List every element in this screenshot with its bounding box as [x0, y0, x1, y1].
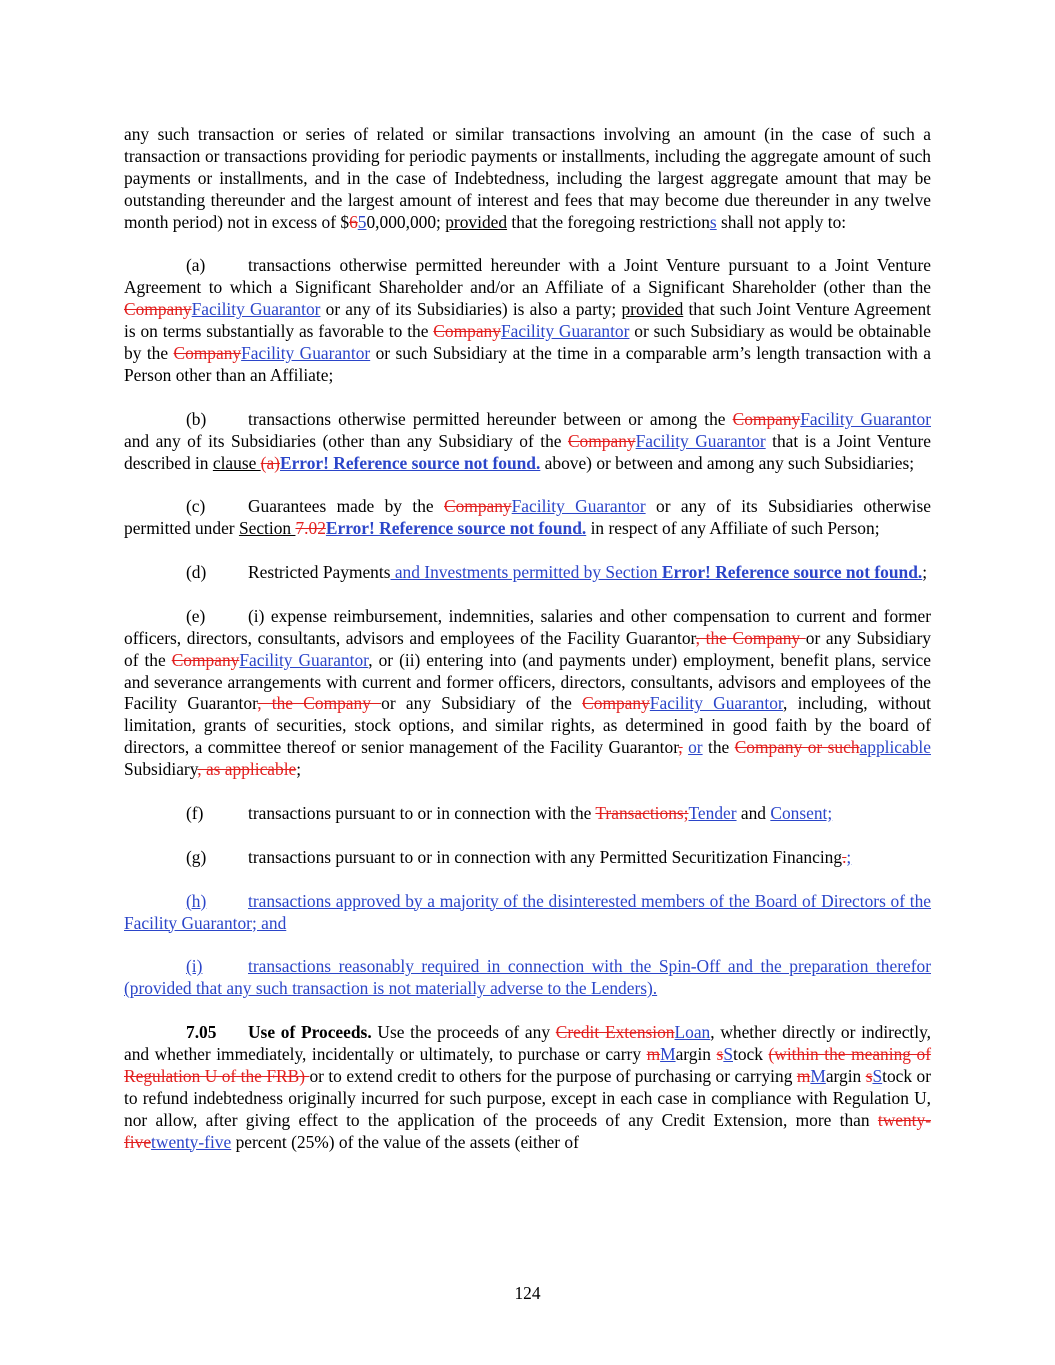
text: or to extend credit to others for the purpose of purchasing or carrying — [309, 1065, 797, 1086]
text: , including, without limitation, grants of securities, stock options, and similar rights, as determined in good faith by the board of directors, a committee thereof or senior management of the Facility Guarantor — [124, 693, 932, 758]
inserted-text: Facility Guarantor — [239, 649, 369, 670]
inserted-text: 5 — [357, 211, 367, 232]
text: ; — [922, 562, 928, 583]
deleted-text: , as applicable — [197, 759, 297, 780]
clause-label: (c) — [186, 496, 206, 517]
inserted-text: or — [688, 737, 703, 758]
clause-f — [124, 803, 931, 825]
clause-label: (e) — [186, 605, 206, 626]
deleted-text: (a) — [260, 452, 280, 473]
cross-reference-link[interactable]: Section — [238, 518, 296, 539]
deleted-text: Company — [444, 496, 512, 517]
clause-label: (i) — [186, 956, 203, 977]
deleted-text: Company — [433, 321, 501, 342]
deleted-text: twenty-five — [124, 1109, 931, 1152]
clause-i — [124, 956, 931, 1000]
inserted-text: transactions reasonably required in connection with the Spin-Off and the preparation therefor (provided that any such transaction is not materially adverse to the Lenders). — [124, 956, 931, 999]
document-body — [124, 124, 931, 1175]
inserted-text: Facility Guarantor — [191, 299, 321, 320]
text: ; — [296, 759, 302, 780]
deleted-text: (within the meaning of Regulation U of the FRB) — [124, 1043, 931, 1086]
text: Use the proceeds of any — [371, 1022, 556, 1042]
text: Restricted Payments — [248, 562, 391, 583]
deleted-text: Company — [171, 649, 240, 670]
underlined-term: provided — [445, 211, 508, 232]
clause-label: (h) — [186, 890, 207, 911]
deleted-text: Company — [567, 430, 636, 451]
deleted-text: . — [842, 846, 847, 867]
inserted-text: S — [872, 1065, 883, 1086]
text: or any Subsidiary of the — [381, 693, 583, 714]
inserted-text: S — [723, 1043, 733, 1064]
clause-c — [124, 496, 931, 540]
reference-error-link[interactable]: Error! Reference source not found. — [279, 452, 541, 473]
clause-h — [124, 891, 931, 935]
deleted-text: Company — [732, 408, 801, 429]
clause-label: (b) — [186, 408, 207, 429]
text: , or (ii) entering into (and payments under) employment, benefit plans, service and severance arrangements with current and former officers, directors, consultants, advisors and employees of the Facility Guarantor — [124, 649, 931, 714]
text: or any of its Subsidiaries otherwise permitted under — [124, 496, 931, 539]
inserted-text: ; — [846, 846, 852, 867]
inserted-text: twenty-five — [151, 1131, 232, 1152]
inserted-text: Loan — [674, 1022, 711, 1042]
clause-label: (a) — [186, 255, 206, 276]
deleted-text: Company — [173, 343, 242, 364]
text: (i) expense reimbursement, indemnities, salaries and other compensation to current and former officers, directors, consultants, advisors and employees of the Facility Guarantor — [124, 605, 931, 648]
inserted-text: M — [810, 1065, 826, 1086]
text: 0,000,000; — [366, 211, 446, 232]
clause-d — [124, 562, 931, 584]
text: transactions otherwise permitted hereunder between or among the — [248, 408, 733, 429]
text: Subsidiary — [124, 759, 198, 780]
text: or such Subsidiary as would be obtainable by the — [124, 321, 931, 364]
text: argin — [825, 1065, 866, 1086]
section-heading: Use of Proceeds. — [248, 1022, 372, 1042]
clause-a — [124, 255, 931, 386]
text: and any of its Subsidiaries (other than any Subsidiary of the — [124, 430, 568, 451]
text: or any of its Subsidiaries) is also a party; — [320, 299, 622, 320]
text: above) or between and among any such Subsidiaries; — [540, 452, 915, 473]
inserted-text: applicable — [859, 737, 931, 758]
text: that the foregoing restriction — [507, 211, 710, 232]
deleted-text: Company — [582, 693, 650, 714]
inserted-text: Facility Guarantor — [511, 496, 646, 517]
reference-error-link[interactable]: Error! Reference source not found. — [661, 562, 923, 583]
clause-g — [124, 847, 931, 869]
text: the — [702, 737, 735, 758]
deleted-text: 6 — [349, 211, 358, 232]
text: in respect of any Affiliate of such Person; — [586, 518, 880, 539]
inserted-text: Facility Guarantor — [800, 408, 931, 429]
text: or any Subsidiary of the — [124, 627, 931, 670]
text: Guarantees made by the — [248, 496, 444, 517]
deleted-text: Transactions; — [595, 803, 689, 823]
underlined-term: provided — [621, 299, 684, 320]
deleted-text: m — [796, 1065, 811, 1086]
text: or such Subsidiary at the time in a comparable arm’s length transaction with a Person other than an Affiliate; — [124, 343, 931, 385]
deleted-text: 7.02 — [295, 518, 326, 539]
deleted-text: , — [678, 737, 683, 758]
page-number: 124 — [514, 1283, 541, 1303]
clause-b — [124, 409, 931, 475]
text: transactions pursuant to or in connection with any Permitted Securitization Financing — [248, 846, 843, 867]
clause-label: (f) — [186, 803, 204, 823]
cross-reference-link[interactable]: clause — [212, 452, 261, 473]
text: that is a Joint Venture described in — [124, 430, 931, 473]
text: that such Joint Venture Agreement is on terms substantially as favorable to the — [124, 299, 932, 342]
section-number: 7.05 — [186, 1022, 217, 1042]
text: , whether directly or indirectly, and whether immediately, incidentally or ultimately, to purchase or carry — [124, 1022, 931, 1064]
section-7-05 — [124, 1022, 931, 1153]
clause-label: (g) — [186, 846, 207, 867]
clause-e — [124, 606, 931, 781]
text: any such transaction or series of related or similar transactions involving an amount (in the case of such a transaction or transactions providing for periodic payments or installments, including the aggregate amount of such payments or installments, and in the case of Indebtedness, including the largest aggregate amount that may be outstanding thereunder and the largest amount of interest and fees that may become due thereunder in any twelve month period) not in excess of $ — [124, 124, 931, 232]
inserted-text: Tender — [688, 803, 737, 823]
text: and — [736, 803, 771, 823]
inserted-text: Facility Guarantor — [500, 321, 630, 342]
text: tock — [733, 1043, 769, 1064]
text: argin — [675, 1043, 717, 1064]
deleted-text: Company or such — [734, 737, 860, 758]
deleted-text: s — [716, 1043, 724, 1064]
inserted-text: s — [709, 211, 717, 232]
text: transactions pursuant to or in connection with the — [248, 803, 596, 823]
clause-label: (d) — [186, 562, 207, 583]
text: percent (25%) of the value of the assets (either of — [231, 1131, 579, 1152]
intro-paragraph — [124, 124, 931, 234]
inserted-text: Consent; — [770, 803, 833, 823]
deleted-text: , the Company — [695, 627, 806, 648]
text: shall not apply to: — [716, 211, 847, 232]
text: tock or to refund indebtedness originally incurred for such purpose, except in each case in compliance with Regulation U, nor allow, after giving effect to the application of the proceeds of any Credit Extension, more than — [124, 1065, 931, 1130]
inserted-text: Facility Guarantor — [635, 430, 766, 451]
deleted-text: , the Company — [257, 693, 382, 714]
deleted-text: Company — [124, 299, 192, 320]
inserted-text: M — [660, 1043, 676, 1064]
deleted-text: m — [646, 1043, 661, 1064]
deleted-text: Credit Extension — [555, 1022, 675, 1042]
text: transactions otherwise permitted hereunder with a Joint Venture pursuant to a Joint Venture Agreement to which a Significant Shareholder and/or an Affiliate of a Significant Shareholder (other than the — [124, 255, 931, 298]
inserted-text: Facility Guarantor — [649, 693, 783, 714]
deleted-text: s — [865, 1065, 873, 1086]
reference-error-link[interactable]: Error! Reference source not found. — [325, 518, 587, 539]
inserted-text: transactions approved by a majority of the disinterested members of the Board of Directors of the Facility Guarantor; and — [124, 890, 931, 933]
inserted-text: and Investments permitted by Section — [390, 562, 662, 583]
inserted-text: Facility Guarantor — [241, 343, 371, 364]
